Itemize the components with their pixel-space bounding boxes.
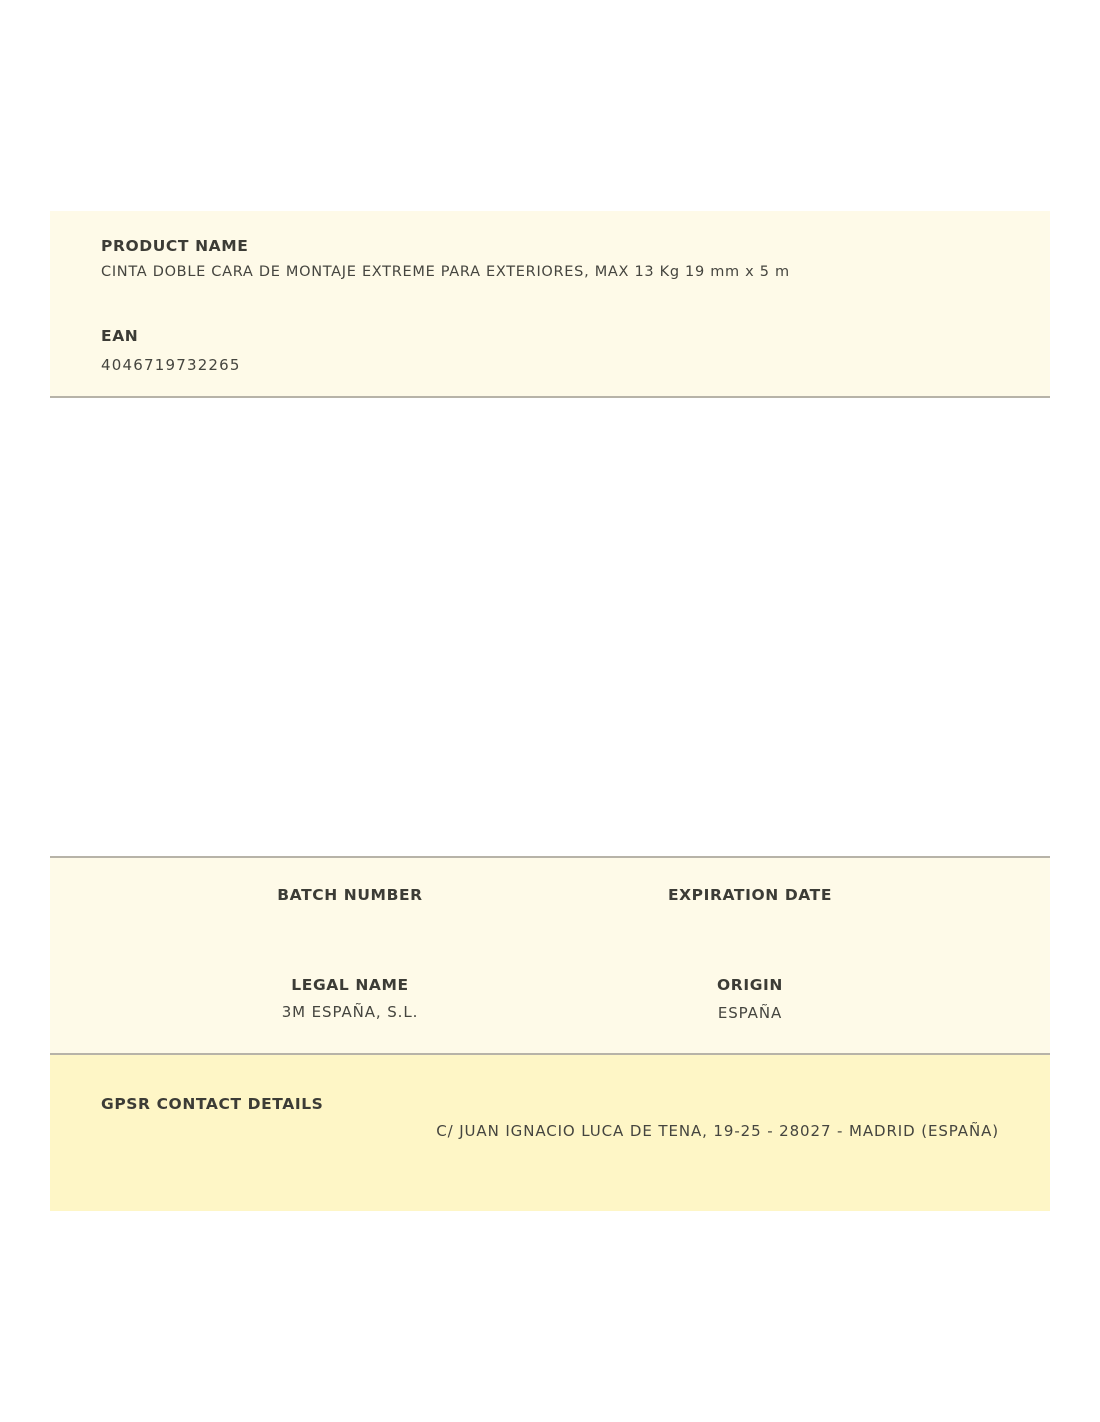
batch-number-label: BATCH NUMBER: [277, 886, 423, 904]
gpsr-contact-label: GPSR CONTACT DETAILS: [101, 1095, 324, 1113]
ean-label: EAN: [101, 327, 139, 345]
product-details-panel: [50, 856, 1050, 1055]
ean-value: 4046719732265: [101, 356, 241, 374]
product-name-label: PRODUCT NAME: [101, 237, 249, 255]
expiration-date-field: [550, 886, 950, 904]
legal-name-value: 3M ESPAÑA, S.L.: [281, 1003, 419, 1021]
gpsr-contact-panel: [50, 1055, 1050, 1211]
expiration-date-label: EXPIRATION DATE: [667, 886, 833, 904]
batch-number-field: [150, 886, 550, 904]
product-info-panel: [50, 211, 1050, 398]
gpsr-contact-address: C/ JUAN IGNACIO LUCA DE TENA, 19-25 - 28027 - MADRID (ESPAÑA): [436, 1122, 999, 1140]
origin-label: ORIGIN: [717, 976, 783, 994]
origin-field: [550, 976, 950, 1022]
legal-name-label: LEGAL NAME: [291, 976, 409, 994]
origin-value: ESPAÑA: [717, 1004, 783, 1022]
product-name-value: CINTA DOBLE CARA DE MONTAJE EXTREME PARA EXTERIORES, MAX 13 Kg 19 mm x 5 m: [101, 264, 790, 280]
legal-name-field: [150, 976, 550, 1021]
